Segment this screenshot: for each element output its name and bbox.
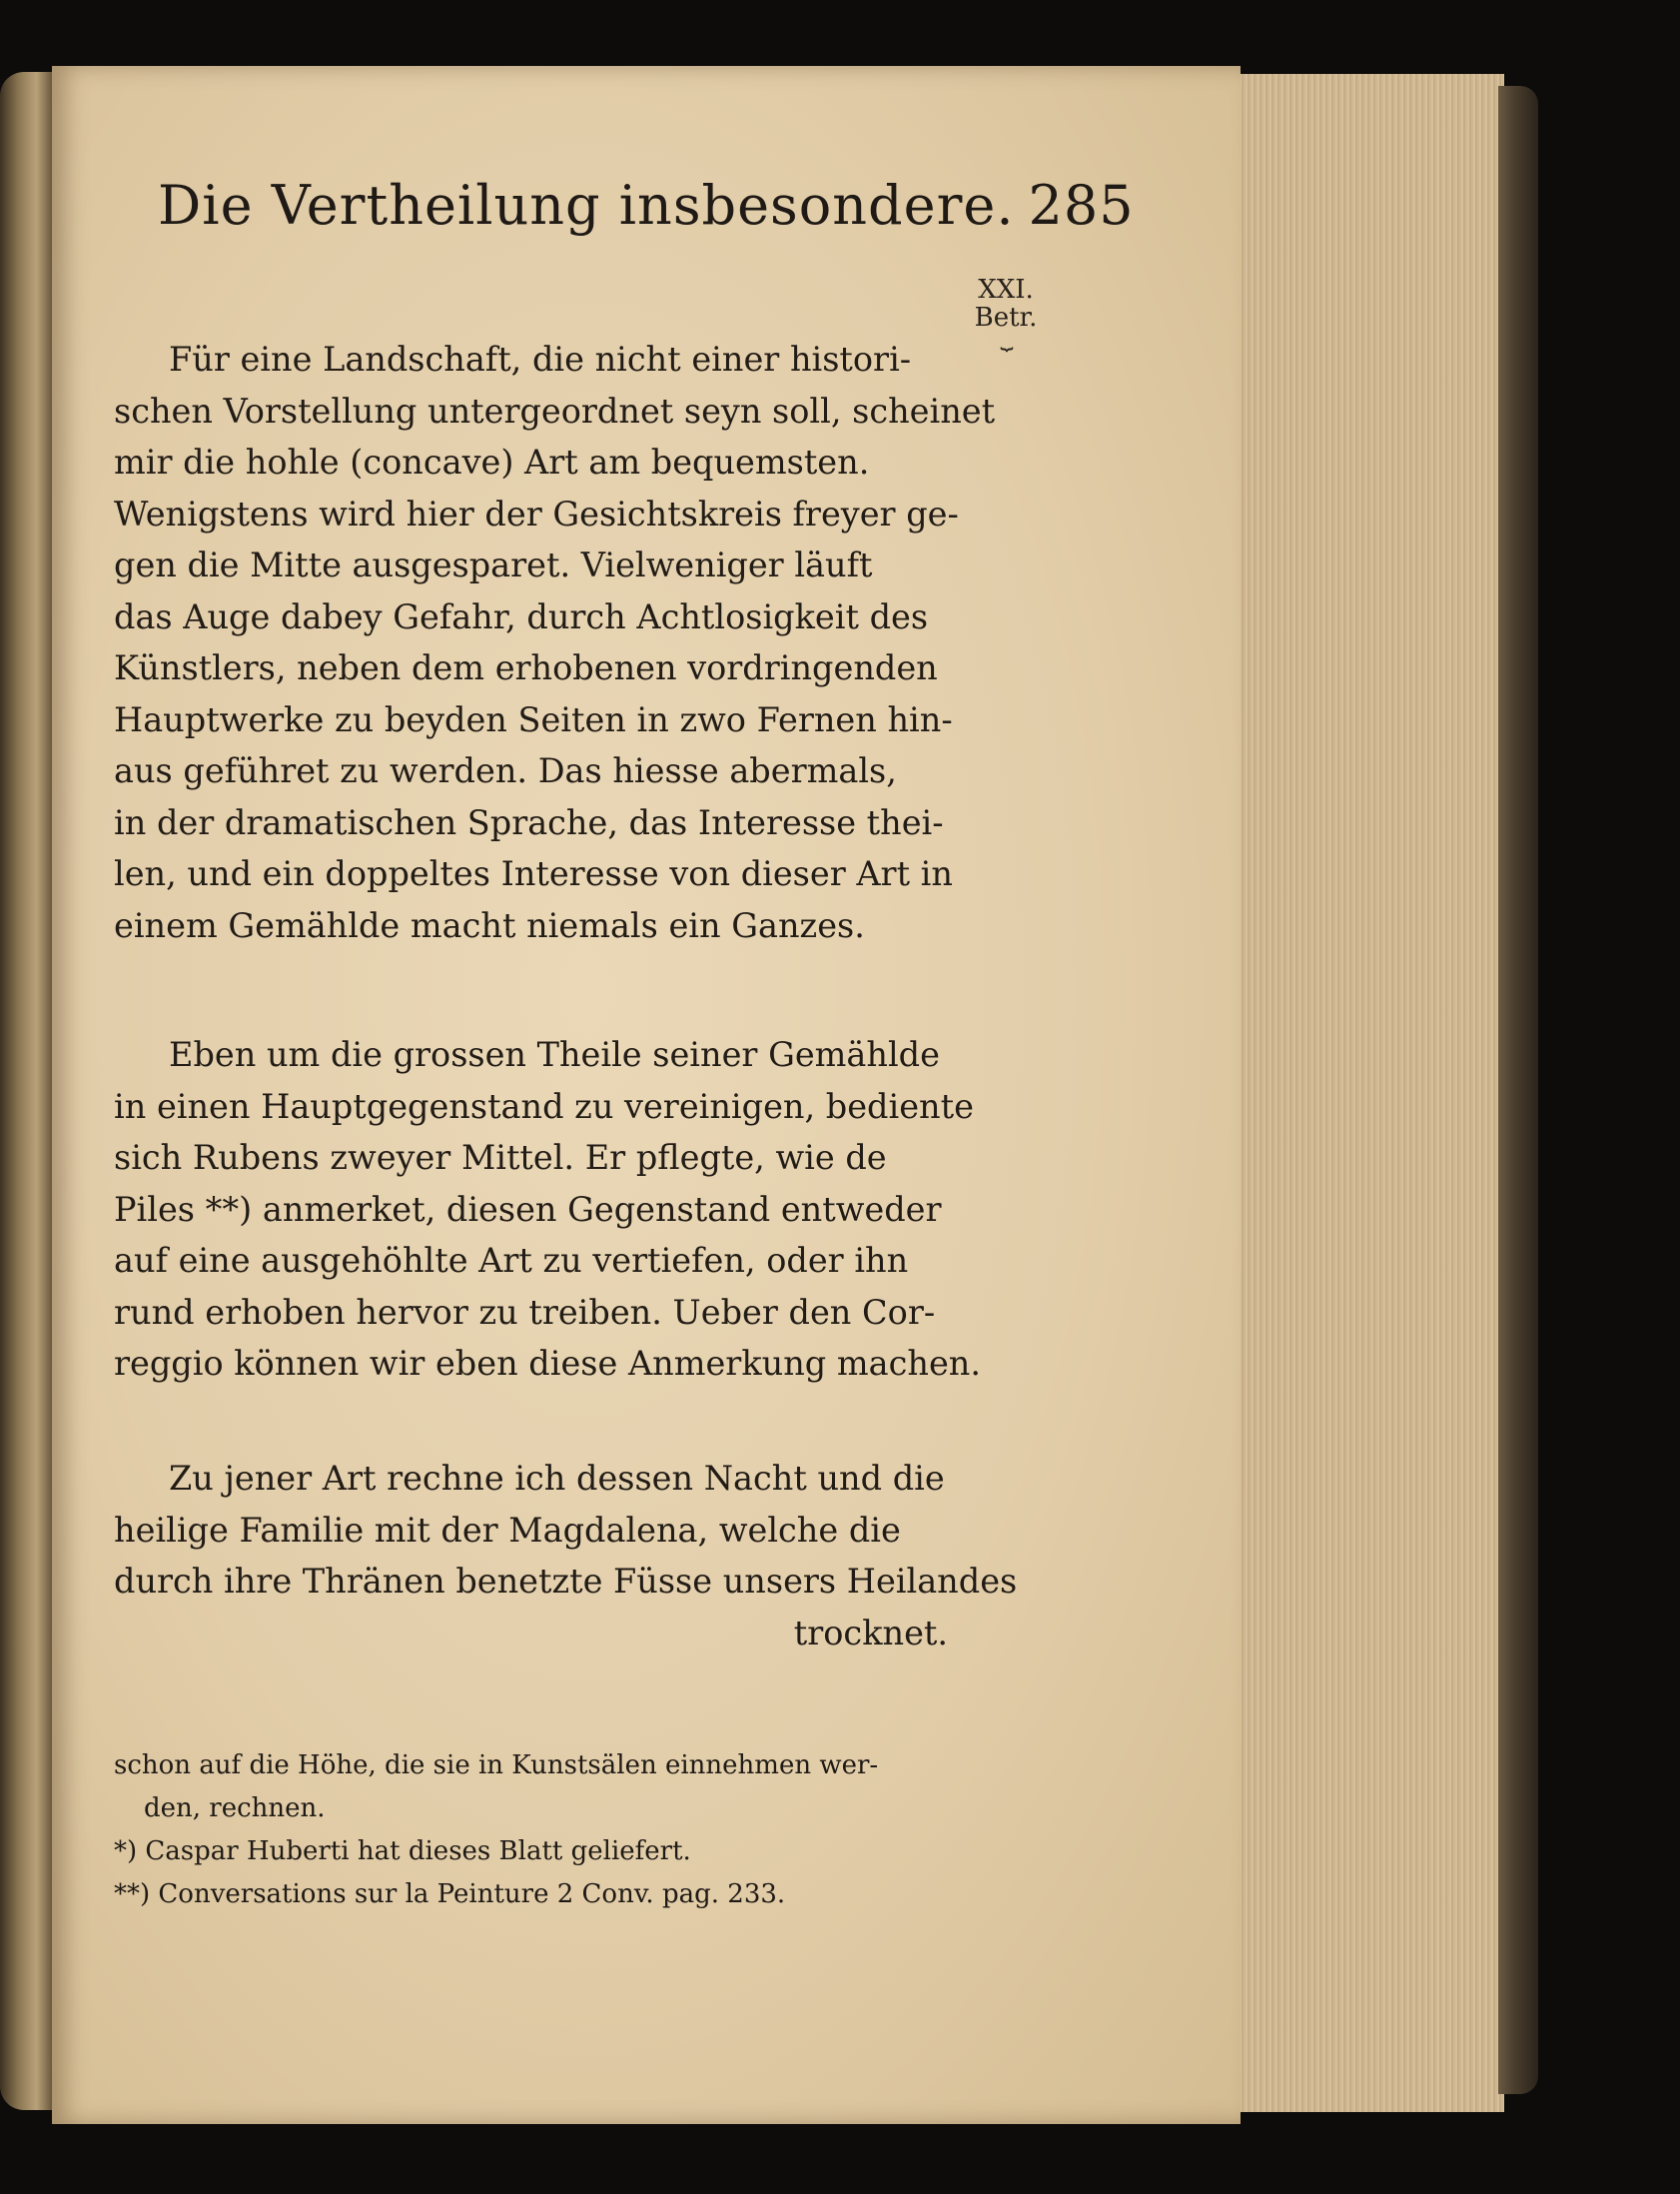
text-line: in der dramatischen Sprache, das Interesse thei- [114,802,944,842]
text-line: Wenigstens wird hier der Gesichtskreis freyer ge- [114,494,959,534]
footnote-line: den, rechnen. [144,1793,326,1823]
text-line: aus geführet zu werden. Das hiesse abermals, [114,751,897,790]
text-line: durch ihre Thränen benetzte Füsse unsers Heilandes [114,1562,1018,1601]
text-line: Eben um die grossen Theile seiner Gemählde [169,1035,940,1074]
book-page [52,66,1241,2124]
margin-brace-icon: ⏟ [1000,326,1012,351]
text-line: sich Rubens zweyer Mittel. Er pflegte, wie de [114,1138,887,1177]
text-line: rund erhoben hervor zu treiben. Ueber den Cor- [114,1292,936,1332]
paragraph-1 [114,334,996,951]
footnotes [114,1744,948,1916]
page-block-edge [1231,74,1504,2112]
facing-page-edge [0,72,52,2110]
text-line: in einen Hauptgegenstand zu vereinigen, bediente [114,1086,974,1126]
text-line: Piles **) anmerket, diesen Gegenstand entweder [114,1189,942,1229]
text-line: einem Gemählde macht niemals ein Ganzes. [114,905,865,945]
text-block [52,66,1241,2124]
text-line: Für eine Landschaft, die nicht einer histori- [169,340,912,379]
paragraph-3 [114,1453,1018,1658]
text-line: reggio können wir eben diese Anmerkung machen. [114,1344,981,1383]
text-line: Künstlers, neben dem erhobenen vordringenden [114,648,938,687]
text-line: schen Vorstellung untergeordnet seyn soll, scheinet [114,391,996,431]
footnote-line: *) Caspar Huberti hat dieses Blatt geliefert. [114,1836,691,1866]
text-line: heilige Familie mit der Magdalena, welche die [114,1510,901,1550]
text-line: mir die hohle (concave) Art am bequemsten. [114,443,870,482]
margin-note-line-2: Betr. [974,303,1038,333]
footnote-line: schon auf die Höhe, die sie in Kunstsälen einnehmen wer- [114,1750,879,1780]
text-line: trocknet. [793,1613,948,1652]
text-line: das Auge dabey Gefahr, durch Achtlosigkeit des [114,596,929,636]
running-head [158,174,1135,237]
margin-note-line-1: XXI. [978,275,1034,305]
footnote-line: **) Conversations sur la Peinture 2 Conv. pag. 233. [114,1879,786,1909]
text-line: Hauptwerke zu beyden Seiten in zwo Fernen hin- [114,699,953,739]
text-line: auf eine ausgehöhlte Art zu vertiefen, oder ihn [114,1241,909,1280]
margin-note [961,275,1051,351]
paragraph-2 [114,1029,981,1390]
page-number: 285 [1028,174,1135,237]
running-head-title: Die Vertheilung insbesondere. [158,174,1015,237]
book-cover-edge [1498,86,1538,2094]
text-line: gen die Mitte ausgesparet. Vielweniger läuft [114,546,873,584]
text-line: Zu jener Art rechne ich dessen Nacht und die [169,1459,945,1498]
text-line: len, und ein doppeltes Interesse von dieser Art in [114,854,953,893]
